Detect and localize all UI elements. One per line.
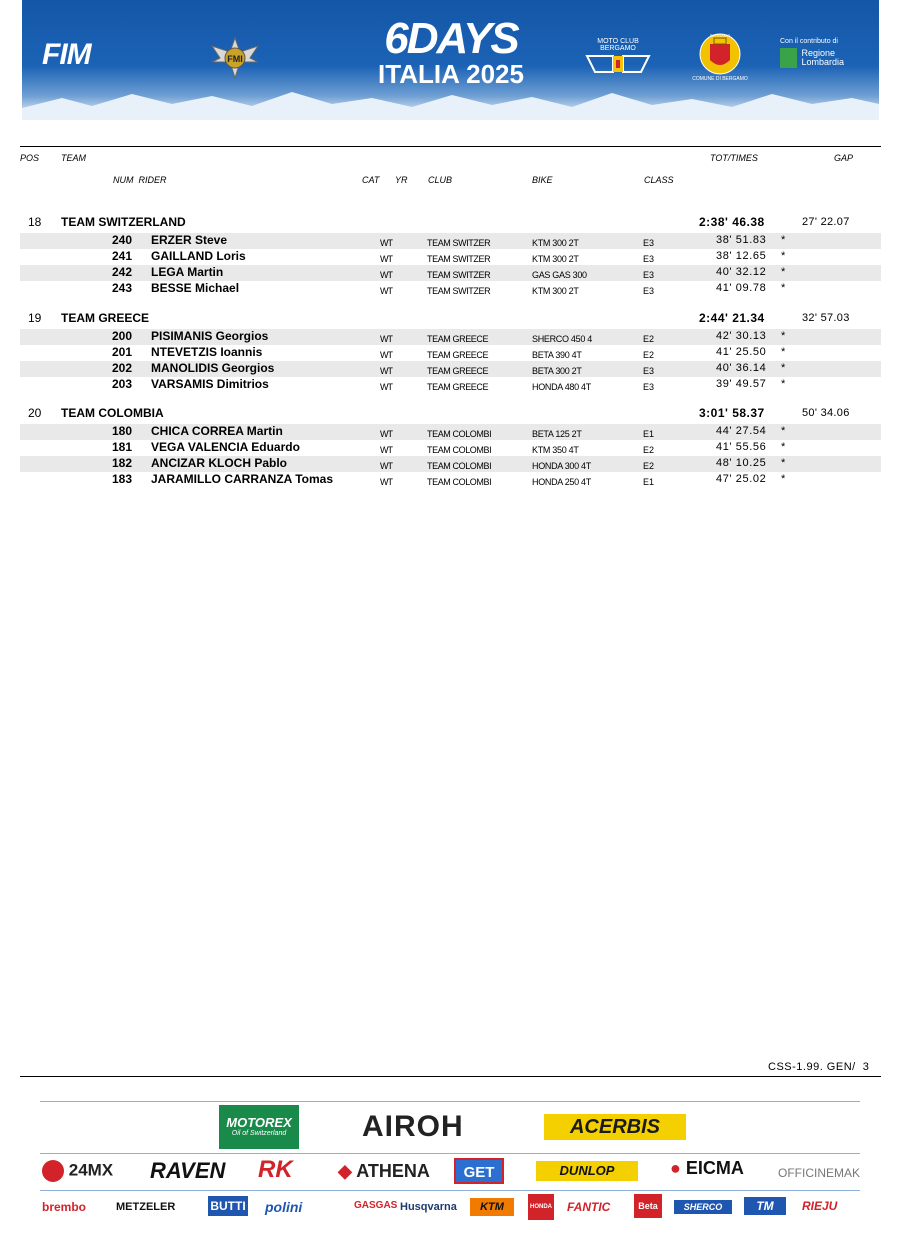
rider-name: JARAMILLO CARRANZA Tomas xyxy=(151,472,333,486)
header-rule xyxy=(20,146,881,147)
rider-name: ERZER Steve xyxy=(151,233,228,247)
sponsor-raven: RAVEN xyxy=(150,1158,226,1183)
rider-name: LEGA Martin xyxy=(151,265,224,279)
rider-class: E2 xyxy=(643,461,655,471)
sponsor-gasgas: GASGAS xyxy=(354,1200,398,1211)
rider-number: 240 xyxy=(112,233,133,247)
rider-class: E1 xyxy=(643,477,655,487)
sponsor-husqvarna: Husqvarna xyxy=(400,1201,457,1213)
rider-number: 203 xyxy=(112,377,133,391)
rider-class: E2 xyxy=(643,334,655,344)
rider-class: E3 xyxy=(643,366,655,376)
team-gap: 50' 34.06 xyxy=(802,407,850,419)
rider-club: TEAM COLOMBI xyxy=(427,445,492,455)
rider-cat: WT xyxy=(380,477,392,487)
col-tot-times: TOT/TIMES xyxy=(710,153,758,163)
sponsor-divider xyxy=(40,1153,860,1154)
rider-class: E3 xyxy=(643,238,655,248)
sponsor-sherco: SHERCO xyxy=(674,1200,732,1214)
svg-text:FMI: FMI xyxy=(227,54,243,64)
rider-class: E2 xyxy=(643,350,655,360)
eicma-mark-icon: ● xyxy=(670,1158,681,1178)
col-club: CLUB xyxy=(428,175,453,185)
team-total-time: 3:01' 58.37 xyxy=(699,406,765,420)
rider-number: 182 xyxy=(112,456,133,470)
team-position: 19 xyxy=(28,311,42,325)
col-gap: GAP xyxy=(834,153,854,163)
rider-bike: BETA 125 2T xyxy=(532,429,582,439)
rider-bike: KTM 350 4T xyxy=(532,445,579,455)
rider-time: 47' 25.02 xyxy=(716,473,767,485)
svg-text:BERGAMO: BERGAMO xyxy=(709,33,731,38)
rider-cat: WT xyxy=(380,350,392,360)
rider-class: E1 xyxy=(643,429,655,439)
rider-club: TEAM COLOMBI xyxy=(427,461,492,471)
rider-club: TEAM SWITZER xyxy=(427,254,491,264)
rider-mark: * xyxy=(781,330,786,342)
comune-bergamo-text: COMUNE DI BERGAMO xyxy=(692,76,748,82)
rider-time: 38' 12.65 xyxy=(716,250,767,262)
rider-name: VARSAMIS Dimitrios xyxy=(151,377,269,391)
team-position: 18 xyxy=(28,215,42,229)
rider-row xyxy=(20,424,881,440)
sponsor-metzeler: METZELER xyxy=(116,1201,176,1213)
sponsor-get: GET xyxy=(454,1158,504,1184)
sponsor-eicma: ● EICMA xyxy=(670,1158,744,1178)
rider-bike: SHERCO 450 4 xyxy=(532,334,592,344)
athena-diamond-icon: ◆ xyxy=(338,1161,352,1181)
rider-number: 200 xyxy=(112,329,133,343)
rider-row xyxy=(20,456,881,472)
sponsor-rieju: RIEJU xyxy=(802,1199,838,1213)
rider-club: TEAM COLOMBI xyxy=(427,477,492,487)
sponsor-officinemak: OFFICINEMAK xyxy=(778,1166,861,1180)
sponsor-divider xyxy=(40,1190,860,1191)
rider-time: 40' 32.12 xyxy=(716,266,767,278)
sponsor-airoh: AIROH xyxy=(362,1110,464,1143)
footer-rule xyxy=(20,1076,881,1077)
rider-number: 180 xyxy=(112,424,133,438)
sponsor-polini: polini xyxy=(265,1199,303,1215)
sponsor-tm: TM xyxy=(744,1197,786,1215)
rider-name: NTEVETZIS Ioannis xyxy=(151,345,263,359)
rider-club: TEAM GREECE xyxy=(427,350,489,360)
rider-name: ANCIZAR KLOCH Pablo xyxy=(151,456,287,470)
rider-mark: * xyxy=(781,234,786,246)
rider-bike: HONDA 300 4T xyxy=(532,461,591,471)
rider-class: E3 xyxy=(643,286,655,296)
rider-name: CHICA CORREA Martin xyxy=(151,424,283,438)
rider-mark: * xyxy=(781,441,786,453)
rider-club: TEAM GREECE xyxy=(427,366,489,376)
rider-time: 40' 36.14 xyxy=(716,362,767,374)
rider-club: TEAM GREECE xyxy=(427,382,489,392)
rider-time: 38' 51.83 xyxy=(716,234,767,246)
rider-time: 39' 49.57 xyxy=(716,378,767,390)
sponsor-beta: Beta xyxy=(634,1194,662,1218)
document-code: CSS-1.99. GEN/ 3 xyxy=(768,1061,870,1073)
team-position: 20 xyxy=(28,406,42,420)
team-name: TEAM COLOMBIA xyxy=(61,406,164,420)
sponsor-dunlop: DUNLOP xyxy=(536,1161,638,1181)
header-banner xyxy=(22,0,879,120)
rider-mark: * xyxy=(781,457,786,469)
rider-name: MANOLIDIS Georgios xyxy=(151,361,275,375)
col-pos: POS xyxy=(20,153,40,163)
col-team: TEAM xyxy=(61,153,87,163)
rider-cat: WT xyxy=(380,429,392,439)
rider-class: E3 xyxy=(643,254,655,264)
rider-name: GAILLAND Loris xyxy=(151,249,246,263)
sponsor-motorex: MOTOREX Oil of Switzerland xyxy=(219,1105,299,1149)
rider-number: 181 xyxy=(112,440,133,454)
24mx-badge-icon xyxy=(42,1160,64,1182)
rider-bike: HONDA 250 4T xyxy=(532,477,591,487)
regione-lombardia-logo: Con il contributo di Regione Lombardia xyxy=(780,38,844,67)
rider-class: E2 xyxy=(643,445,655,455)
wings-icon xyxy=(585,52,651,78)
rider-row xyxy=(20,361,881,377)
sponsor-butti: BUTTI xyxy=(208,1196,248,1216)
team-gap: 32' 57.03 xyxy=(802,312,850,324)
rider-number: 242 xyxy=(112,265,133,279)
sponsor-divider xyxy=(40,1101,860,1102)
rider-bike: BETA 390 4T xyxy=(532,350,582,360)
rider-class: E3 xyxy=(643,382,655,392)
rider-number: 201 xyxy=(112,345,133,359)
sponsor-ktm: KTM xyxy=(470,1198,514,1216)
col-yr: YR xyxy=(395,175,408,185)
rider-cat: WT xyxy=(380,254,392,264)
rider-cat: WT xyxy=(380,286,392,296)
rider-mark: * xyxy=(781,378,786,390)
moto-club-bergamo-logo: MOTO CLUB BERGAMO xyxy=(582,38,654,80)
rider-mark: * xyxy=(781,362,786,374)
lombardia-rose-icon xyxy=(780,48,797,68)
team-total-time: 2:38' 46.38 xyxy=(699,215,765,229)
rider-club: TEAM GREECE xyxy=(427,334,489,344)
sponsor-rk: RK xyxy=(258,1156,293,1183)
rider-bike: KTM 300 2T xyxy=(532,286,579,296)
rider-cat: WT xyxy=(380,334,392,344)
rider-mark: * xyxy=(781,425,786,437)
fim-logo: FIM xyxy=(42,38,91,71)
rider-name: VEGA VALENCIA Eduardo xyxy=(151,440,300,454)
rider-row xyxy=(20,377,881,393)
rider-mark: * xyxy=(781,266,786,278)
fmi-logo xyxy=(208,32,262,82)
sponsor-honda: HONDA xyxy=(528,1194,554,1220)
rider-row xyxy=(20,249,881,265)
rider-number: 243 xyxy=(112,281,133,295)
rider-club: TEAM SWITZER xyxy=(427,286,491,296)
rider-club: TEAM COLOMBI xyxy=(427,429,492,439)
rider-mark: * xyxy=(781,473,786,485)
sponsor-fantic: FANTIC xyxy=(567,1200,611,1214)
rider-bike: KTM 300 2T xyxy=(532,238,579,248)
six-days-logo: 6DAYS ITALIA 2025 xyxy=(378,14,524,89)
rider-club: TEAM SWITZER xyxy=(427,238,491,248)
rider-bike: GAS GAS 300 xyxy=(532,270,587,280)
rider-bike: HONDA 480 4T xyxy=(532,382,591,392)
rider-mark: * xyxy=(781,282,786,294)
rider-name: BESSE Michael xyxy=(151,281,240,295)
rider-row xyxy=(20,233,881,249)
rider-cat: WT xyxy=(380,366,392,376)
rider-number: 241 xyxy=(112,249,133,263)
rider-cat: WT xyxy=(380,382,392,392)
rider-row xyxy=(20,329,881,345)
rider-row xyxy=(20,472,881,488)
rider-mark: * xyxy=(781,346,786,358)
sponsor-24mx: 24MX xyxy=(42,1160,113,1182)
sponsor-athena: ◆ ATHENA xyxy=(338,1161,430,1181)
rider-club: TEAM SWITZER xyxy=(427,270,491,280)
col-class: CLASS xyxy=(644,175,674,185)
rider-time: 44' 27.54 xyxy=(716,425,767,437)
team-name: TEAM GREECE xyxy=(61,311,150,325)
rider-cat: WT xyxy=(380,270,392,280)
col-cat: CAT xyxy=(362,175,380,185)
sponsor-brembo: brembo xyxy=(42,1200,87,1214)
rider-time: 42' 30.13 xyxy=(716,330,767,342)
sponsor-acerbis: ACERBIS xyxy=(544,1114,686,1140)
rider-bike: KTM 300 2T xyxy=(532,254,579,264)
rider-row xyxy=(20,440,881,456)
rider-number: 183 xyxy=(112,472,133,486)
rider-row xyxy=(20,345,881,361)
rider-time: 41' 09.78 xyxy=(716,282,767,294)
rider-time: 41' 55.56 xyxy=(716,441,767,453)
rider-time: 48' 10.25 xyxy=(716,457,767,469)
rider-cat: WT xyxy=(380,445,392,455)
rider-bike: BETA 300 2T xyxy=(532,366,582,376)
rider-cat: WT xyxy=(380,461,392,471)
rider-class: E3 xyxy=(643,270,655,280)
rider-row xyxy=(20,281,881,297)
col-num-rider: NUM RIDER xyxy=(113,175,167,185)
team-gap: 27' 22.07 xyxy=(802,216,850,228)
rider-row xyxy=(20,265,881,281)
rider-time: 41' 25.50 xyxy=(716,346,767,358)
rider-number: 202 xyxy=(112,361,133,375)
rider-cat: WT xyxy=(380,238,392,248)
rider-mark: * xyxy=(781,250,786,262)
team-total-time: 2:44' 21.34 xyxy=(699,311,765,325)
team-name: TEAM SWITZERLAND xyxy=(61,215,186,229)
rider-name: PISIMANIS Georgios xyxy=(151,329,269,343)
col-bike: BIKE xyxy=(532,175,553,185)
